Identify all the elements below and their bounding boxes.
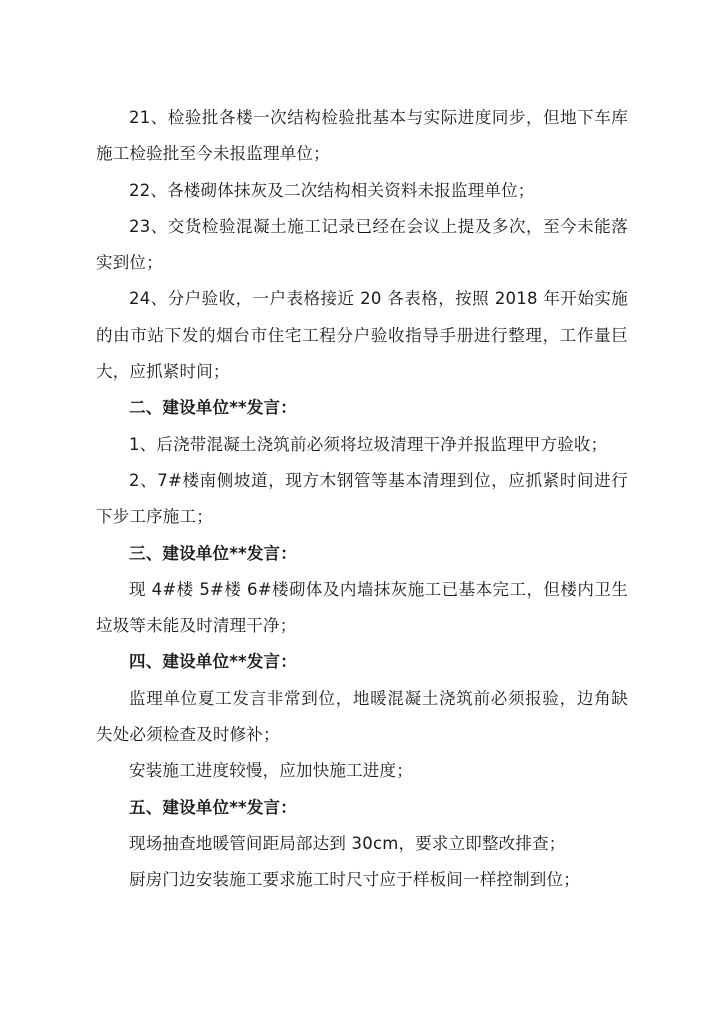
section-2-item-1: 1、后浇带混凝土浇筑前必须将垃圾清理干净并报监理甲方验收； xyxy=(129,434,608,454)
paragraph-item-24: 24、分户验收，一户表格接近 20 各表格，按照 2018 年开始实施的由市站下发的烟台市住宅工程分户验收指导手册进行整理，工作量巨大，应抓紧时间； xyxy=(96,289,628,382)
section-heading-4: 四、建设单位**发言： xyxy=(129,652,297,672)
section-heading-3: 三、建设单位**发言： xyxy=(129,543,297,563)
document-body xyxy=(96,100,628,899)
section-2-item-2: 2、7#楼南侧坡道，现方木钢管等基本清理到位，应抓紧时间进行下步工序施工； xyxy=(96,470,628,527)
section-4-paragraph-1: 监理单位夏工发言非常到位，地暖混凝土浇筑前必须报验，边角缺失处必须检查及时修补； xyxy=(96,688,628,745)
section-5-paragraph-1: 现场抽查地暖管间距局部达到 30cm，要求立即整改排查； xyxy=(129,833,566,853)
paragraph-item-23: 23、交货检验混凝土施工记录已经在会议上提及多次，至今未能落实到位； xyxy=(96,216,628,273)
paragraph-item-22: 22、各楼砌体抹灰及二次结构相关资料未报监理单位； xyxy=(129,180,535,200)
section-5-paragraph-2: 厨房门边安装施工要求施工时尺寸应于样板间一样控制到位； xyxy=(129,870,580,890)
section-4-paragraph-2: 安装施工进度较慢，应加快施工进度； xyxy=(129,761,413,781)
section-heading-5: 五、建设单位**发言： xyxy=(129,797,297,817)
paragraph-item-21: 21、检验批各楼一次结构检验批基本与实际进度同步，但地下车库施工检验批至今未报监理单位； xyxy=(96,108,628,164)
section-3-paragraph: 现 4#楼 5#楼 6#楼砌体及内墙抹灰施工已基本完工，但楼内卫生垃圾等未能及时清理干净； xyxy=(96,579,628,636)
section-heading-2: 二、建设单位**发言： xyxy=(129,398,297,418)
